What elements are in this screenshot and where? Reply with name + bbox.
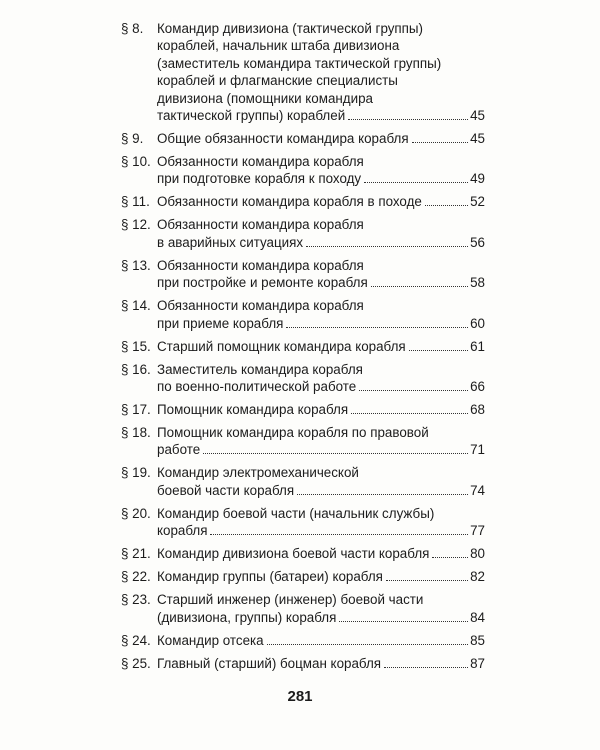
section-number: § 23.	[121, 592, 151, 608]
section-title-last-line	[157, 130, 485, 147]
page-ref: 77	[470, 523, 485, 539]
page-ref: 61	[470, 338, 485, 354]
toc-entry	[113, 464, 485, 499]
page-ref: 60	[470, 315, 485, 331]
section-title-last-line	[157, 482, 485, 499]
toc-entry	[113, 130, 485, 147]
section-title-last-line	[157, 170, 485, 187]
section-title-line: корабля	[157, 523, 208, 539]
section-title-line: Командир боевой части (начальник службы)	[157, 505, 435, 521]
dot-leader	[371, 286, 468, 287]
section-number: § 10.	[121, 154, 151, 170]
page-ref: 52	[470, 194, 485, 210]
section-title-last-line	[157, 441, 485, 458]
section-number: § 20.	[121, 505, 151, 521]
section-title-line: боевой части корабля	[157, 482, 295, 498]
section-title-line: кораблей и флагманские специалисты	[157, 73, 398, 89]
section-title-line: Заместитель командира корабля	[157, 361, 363, 377]
section-title-line: Старший помощник командира корабля	[157, 338, 406, 354]
toc-entry	[113, 591, 485, 626]
section-title-last-line	[157, 609, 485, 626]
toc-entry	[113, 401, 485, 418]
toc-entry	[113, 545, 485, 562]
toc-entry	[113, 153, 485, 188]
toc-entry	[113, 424, 485, 459]
section-number: § 21.	[121, 546, 151, 562]
section-title-line: (дивизиона, группы) корабля	[157, 609, 337, 625]
toc-entry	[113, 505, 485, 540]
dot-leader	[432, 557, 468, 558]
section-number: § 14.	[121, 298, 151, 314]
dot-leader	[210, 534, 468, 535]
section-title-last-line	[157, 234, 485, 251]
section-title-last-line	[157, 274, 485, 291]
section-number: § 11.	[121, 194, 150, 210]
toc-entry	[113, 361, 485, 396]
section-number: § 16.	[121, 361, 151, 377]
section-title-line: работе	[157, 442, 201, 458]
dot-leader	[364, 182, 468, 183]
section-title-last-line	[157, 315, 485, 332]
table-of-contents	[113, 20, 485, 678]
section-title-last-line	[157, 193, 485, 210]
dot-leader	[348, 119, 468, 120]
section-title-line: по военно-политической работе	[157, 379, 357, 395]
page-ref: 68	[470, 402, 485, 418]
section-number: § 15.	[121, 338, 151, 354]
section-title-line: Обязанности командира корабля	[157, 217, 364, 233]
section-number: § 13.	[121, 257, 151, 273]
section-title-line: Командир дивизиона (тактической группы)	[157, 21, 424, 36]
page-ref: 80	[470, 546, 485, 562]
section-title-line: тактической группы) кораблей	[157, 108, 346, 124]
section-title-last-line	[157, 401, 485, 418]
section-title-last-line	[157, 545, 485, 562]
section-number: § 22.	[121, 569, 151, 585]
section-title-line: Общие обязанности командира корабля	[157, 131, 409, 147]
dot-leader	[286, 327, 468, 328]
page-ref: 49	[470, 171, 485, 187]
page-ref: 74	[470, 482, 485, 498]
section-title-line: кораблей, начальник штаба дивизиона	[157, 38, 400, 54]
toc-entry	[113, 655, 485, 672]
dot-leader	[412, 142, 469, 143]
page-ref: 84	[470, 609, 485, 625]
section-title-line: Помощник командира корабля	[157, 402, 349, 418]
toc-entry	[113, 568, 485, 585]
dot-leader	[339, 621, 468, 622]
section-title-line: при приеме корабля	[157, 315, 284, 331]
section-title-line: в аварийных ситуациях	[157, 234, 304, 250]
page-ref: 56	[470, 234, 485, 250]
section-title-line: при постройке и ремонте корабля	[157, 275, 368, 291]
section-title-last-line	[157, 107, 485, 124]
toc-entry	[113, 338, 485, 355]
toc-entry	[113, 297, 485, 332]
page-ref: 58	[470, 275, 485, 291]
dot-leader	[425, 205, 468, 206]
section-title-line: Командир отсека	[157, 632, 264, 648]
section-title-line: Обязанности командира корабля в походе	[157, 194, 422, 210]
page-ref: 71	[470, 442, 485, 458]
section-title-line: Командир группы (батареи) корабля	[157, 569, 383, 585]
section-title-last-line	[157, 632, 485, 649]
page-ref: 45	[470, 131, 485, 147]
section-title-last-line	[157, 522, 485, 539]
dot-leader	[203, 453, 468, 454]
toc-entry	[113, 216, 485, 251]
section-number: § 24.	[121, 632, 151, 648]
page-ref: 66	[470, 379, 485, 395]
section-title-line: дивизиона (помощники командира	[157, 90, 373, 106]
section-title-line: Обязанности командира корабля	[157, 298, 364, 314]
dot-leader	[306, 246, 468, 247]
section-title-last-line	[157, 378, 485, 395]
dot-leader	[384, 667, 468, 668]
page-ref: 82	[470, 569, 485, 585]
toc-entry	[113, 193, 485, 210]
section-title-line: Старший инженер (инженер) боевой части	[157, 592, 424, 608]
dot-leader	[359, 390, 468, 391]
toc-entry	[113, 632, 485, 649]
section-number: § 25.	[121, 655, 151, 671]
section-title-line: Обязанности командира корабля	[157, 154, 364, 170]
toc-entry	[113, 257, 485, 292]
section-title-last-line	[157, 655, 485, 672]
section-title-line: Помощник командира корабля по правовой	[157, 425, 429, 441]
dot-leader	[409, 350, 468, 351]
toc-entry	[113, 20, 485, 124]
dot-leader	[297, 494, 468, 495]
page-ref: 45	[470, 108, 485, 124]
section-title-line: (заместитель командира тактической группы)	[157, 55, 442, 71]
section-number: § 12.	[121, 217, 151, 233]
section-title-line: Командир электромеханической	[157, 465, 359, 481]
section-title-line: Главный (старший) боцман корабля	[157, 655, 382, 671]
dot-leader	[267, 644, 468, 645]
section-number: § 19.	[121, 465, 151, 481]
section-title-last-line	[157, 338, 485, 355]
section-number: § 8.	[121, 21, 144, 36]
section-title-line: Командир дивизиона боевой части корабля	[157, 546, 430, 562]
section-title-line: при подготовке корабля к походу	[157, 171, 362, 187]
dot-leader	[351, 413, 468, 414]
section-number: § 18.	[121, 425, 151, 441]
page-ref: 87	[470, 655, 485, 671]
section-number: § 9.	[121, 131, 144, 147]
dot-leader	[386, 580, 468, 581]
section-title-last-line	[157, 568, 485, 585]
section-title-line: Обязанности командира корабля	[157, 257, 364, 273]
page-number: 281	[287, 688, 313, 705]
page-ref: 85	[470, 632, 485, 648]
section-number: § 17.	[121, 402, 151, 418]
